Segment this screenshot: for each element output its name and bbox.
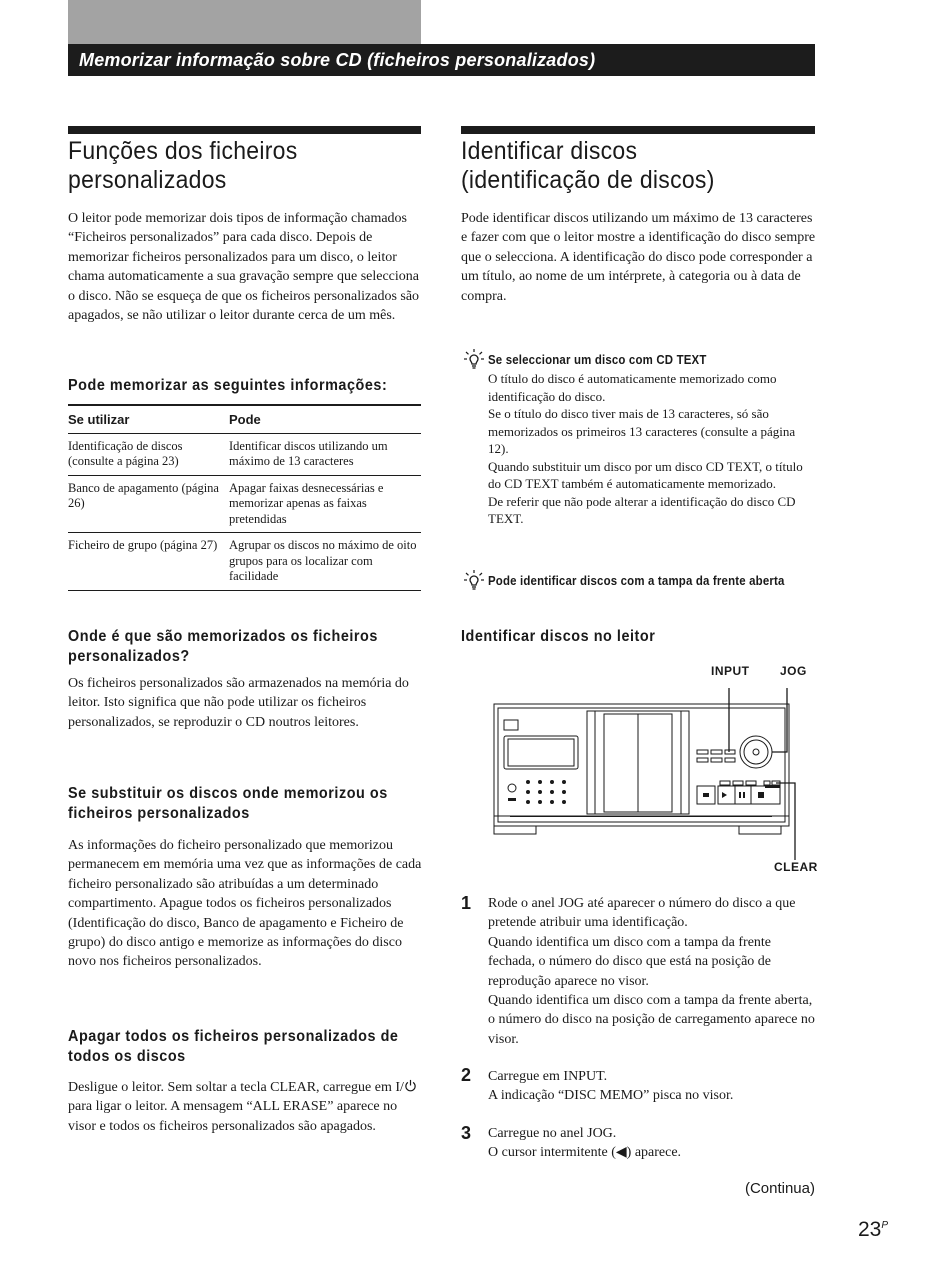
step-number: 3 — [461, 1123, 472, 1143]
where-stored-text: Os ficheiros personalizados são armazenados na memória do leitor. Isto significa que não pode utilizar os ficheiros personalizados, se reproduzir o CD noutros leitores. — [68, 676, 409, 730]
custom-files-intro-text: O leitor pode memorizar dois tipos de informação chamados “Ficheiros personalizados” para cada disco. Depois de memorizar ficheiros personalizados para um disco, o leitor chama automaticamente a sua gravação sempre que selecciona o disco. Não se esqueça de que os ficheiros personalizados são apagados, se não utilizar o leitor durante cerca de um mês. — [68, 211, 420, 324]
subheading-where-stored: Onde é que são memorizados os ficheiros personalizados? — [68, 628, 378, 665]
page-number — [858, 1218, 888, 1242]
tip-title-cd-text: Se seleccionar um disco com CD TEXT — [488, 352, 707, 367]
step-number: 1 — [461, 893, 472, 913]
table-header-row — [68, 405, 421, 433]
table-cell: Banco de apagamento (página 26) — [68, 475, 229, 533]
tip-line: O título do disco é automaticamente memorizado como identificação do disco. — [488, 371, 777, 404]
figure-label-jog: JOG — [780, 664, 807, 678]
table-header-cell: Pode — [229, 405, 421, 433]
subheading-identify-on-player: Identificar discos no leitor — [461, 628, 656, 645]
table-header-cell: Se utilizar — [68, 405, 229, 433]
continued-label: (Continua) — [744, 1180, 815, 1197]
table-cell: Apagar faixas desnecessárias e memorizar apenas as faixas pretendidas — [229, 475, 421, 533]
step-number: 2 — [461, 1065, 472, 1085]
lightbulb-icon — [463, 348, 485, 370]
page-suffix: P — [881, 1220, 889, 1231]
figure-label-input: INPUT — [711, 664, 750, 678]
table-row — [68, 475, 421, 533]
erase-text-part: Desligue o leitor. Sem soltar a tecla CLEAR, carregue em I/ — [68, 1080, 404, 1095]
table-row — [68, 533, 421, 591]
erase-text-part: para ligar o leitor. A mensagem “ALL ERASE” aparece no visor e todos os ficheiros personalizados são apagados. — [68, 1099, 398, 1134]
subheading-erase-all: Apagar todos os ficheiros personalizados de todos os discos — [68, 1028, 399, 1065]
tip-cd-text-body — [488, 370, 818, 528]
power-icon — [404, 1079, 417, 1092]
page-banner-title: Memorizar informação sobre CD (ficheiros personalizados) — [68, 44, 815, 76]
step-line: A indicação “DISC MEMO” pisca no visor. — [488, 1088, 734, 1104]
title-line: (identificação de discos) — [461, 166, 715, 194]
subheading-can-memorize: Pode memorizar as seguintes informações: — [68, 377, 388, 394]
step-line: Quando identifica um disco com a tampa da frente fechada, o número do disco que está na posição de reprodução aparece no visor. — [488, 934, 772, 989]
page-number-value: 23 — [858, 1218, 882, 1241]
section-rule — [68, 126, 421, 134]
tip-title-front-open: Pode identificar discos com a tampa da frente aberta — [488, 573, 785, 588]
erase-all-text — [68, 1078, 423, 1136]
table-cell: Identificar discos utilizando um máximo de 13 caracteres — [229, 433, 421, 475]
step-3-text — [488, 1124, 818, 1163]
lightbulb-icon — [463, 569, 485, 591]
tip-line: De referir que não pode alterar a identificação do disco CD TEXT. — [488, 493, 796, 526]
step-line: Rode o anel JOG até aparecer o número do disco a que pretende atribuir uma identificação. — [488, 896, 796, 931]
subheading-replace-discs: Se substituir os discos onde memorizou os ficheiros personalizados — [68, 785, 388, 822]
step-1-text — [488, 894, 818, 1049]
section-rule — [461, 126, 815, 134]
title-line: personalizados — [68, 166, 227, 194]
step-line: O cursor intermitente (◀) aparece. — [488, 1145, 682, 1161]
identify-discs-intro-text: Pode identificar discos utilizando um máximo de 13 caracteres e fazer com que o leitor mostre a identificação do disco sempre que o selecciona. A identificação do disco pode corresponder a um título, ao nome de um intérprete, à categoria ou à data de compra. — [461, 211, 816, 304]
section-title-identify-discs — [461, 137, 715, 195]
table-cell: Agrupar os discos no máximo de oito grupos para os localizar com facilidade — [229, 533, 421, 591]
table-row — [68, 433, 421, 475]
table-cell: Identificação de discos (consulte a página 23) — [68, 433, 229, 475]
title-line: Funções dos ficheiros — [68, 137, 298, 165]
replace-discs-text: As informações do ficheiro personalizado que memorizou permanecem em memória uma vez que as informações de cada ficheiro personalizado são atribuídas a um determinado compartimento. Apague todos os ficheiros personalizados (Identificação do disco, Banco de apagamento e Ficheiro de grupo) do disco antigo e memorize as informações do disco novo nos ficheiros personalizados. — [68, 838, 422, 970]
tip-line: Quando substituir um disco por um disco CD TEXT, o título do CD TEXT também é automaticamente memorizado. — [488, 458, 803, 491]
title-line: Identificar discos — [461, 137, 638, 165]
tip-line: Se o título do disco tiver mais de 13 caracteres, só são memorizados os primeiros 13 caracteres (consulte a página 12). — [488, 406, 796, 456]
step-2-text — [488, 1067, 818, 1106]
step-line: Carregue em INPUT. — [488, 1069, 608, 1084]
step-line: Carregue no anel JOG. — [488, 1126, 617, 1141]
table-cell: Ficheiro de grupo (página 27) — [68, 533, 229, 591]
custom-files-table — [68, 404, 421, 591]
cd-player-illustration — [480, 676, 830, 864]
figure-label-clear: CLEAR — [774, 860, 818, 874]
header-gray-tab — [68, 0, 421, 44]
step-line: Quando identifica um disco com a tampa da frente aberta, o número do disco na posição de carregamento aparece no visor. — [488, 993, 815, 1047]
section-title-custom-files — [68, 137, 298, 195]
